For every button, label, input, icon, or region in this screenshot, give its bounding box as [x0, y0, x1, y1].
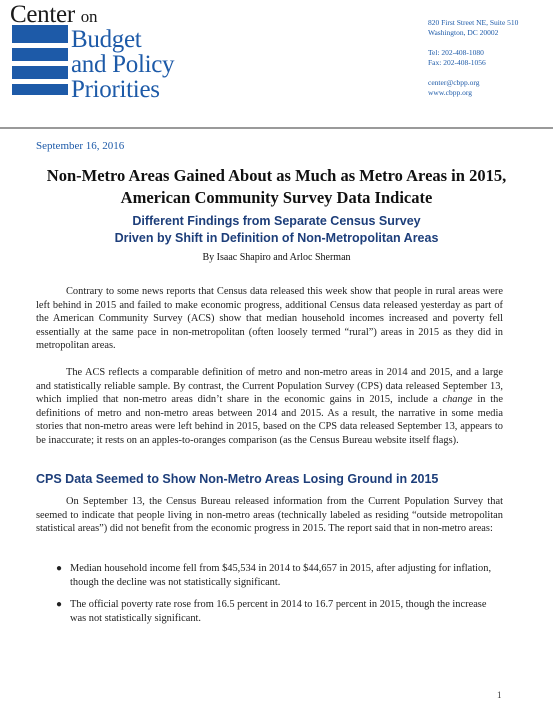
- paragraph-1: Contrary to some news reports that Census data released this week show that people in rural areas were left behind in 2015 and failed to make economic progress, additional Census data released yesterday as part of the American Community Survey (ACS) show that median household incomes increased and poverty fell essentially at the same pace in non-metropolitan (often loosely termed “rural”) areas in 2015 as they did in metropolitan areas.: [36, 286, 503, 351]
- page-number: 1: [497, 690, 502, 700]
- fax: Fax: 202-408-1056: [428, 58, 486, 67]
- list-item-text: The official poverty rate rose from 16.5 percent in 2014 to 16.7 percent in 2015, though the increase was not statistically significant.: [70, 599, 487, 624]
- email-link[interactable]: center@cbpp.org: [428, 78, 480, 87]
- logo-word-priorities: Priorities: [71, 76, 160, 103]
- address-line-1: 820 First Street NE, Suite 510: [428, 18, 519, 27]
- telephone: Tel: 202-408-1080: [428, 48, 484, 57]
- report-title: Non-Metro Areas Gained About as Much as Metro Areas in 2015, American Community Survey Data Indicate: [46, 166, 507, 207]
- findings-list: [56, 562, 500, 634]
- address-line-2: Washington, DC 20002: [428, 28, 499, 37]
- publication-date: September 16, 2016: [36, 140, 125, 152]
- contact-block: [428, 18, 518, 98]
- paragraph-2: [36, 366, 503, 447]
- bullet-icon: ●: [56, 599, 63, 610]
- logo-word-center: Center: [10, 1, 75, 28]
- header-divider: [0, 127, 553, 129]
- logo-square-icon: [12, 25, 68, 95]
- paragraph-3: On September 13, the Census Bureau released information from the Current Population Survey that seemed to indicate that people living in non-metro areas (technically labeled as residing “outside metropolitan statistical areas”) did not benefit from the economic progress in 2015. The report said that in non-metro areas:: [36, 496, 503, 534]
- section-heading: CPS Data Seemed to Show Non-Metro Areas Losing Ground in 2015: [36, 472, 439, 486]
- bullet-icon: ●: [56, 563, 63, 574]
- logo-word-and-policy: and Policy: [71, 51, 175, 78]
- report-subtitle: [24, 213, 529, 247]
- subtitle-line-1: Different Findings from Separate Census Survey: [132, 214, 421, 228]
- list-item-text: Median household income fell from $45,534 in 2014 to $44,657 in 2015, after adjusting for inflation, though the decline was not statistically significant.: [70, 563, 492, 588]
- logo-word-budget: Budget: [71, 26, 142, 53]
- byline: By Isaac Shapiro and Arloc Sherman: [202, 252, 351, 263]
- paragraph-2-emphasis: change: [442, 394, 473, 405]
- subtitle-line-2: Driven by Shift in Definition of Non-Metropolitan Areas: [114, 231, 439, 245]
- list-item: [56, 598, 500, 625]
- logo-word-on: on: [80, 7, 98, 26]
- website-link[interactable]: www.cbpp.org: [428, 88, 472, 97]
- paragraph-2-text-a: The ACS reflects a comparable definition of metro and non-metro areas in 2014 and 2015, and a large and statistically reliable sample. By contrast, the Current Population Survey (CPS) data released September 13, which implied that non-metro areas didn’t share in the economic gains in 2015, include a: [36, 367, 503, 405]
- list-item: [56, 562, 500, 589]
- paragraph-2-text-b: in the definitions of metro and non-metro areas between 2014 and 2015. As a result, the narrative in some media stories that non-metro areas were left behind in 2015, based on the CPS data released September 13, appears to be inaccurate; it rests on an apples-to-oranges comparison (as the Census Bureau website itself flags).: [36, 394, 503, 446]
